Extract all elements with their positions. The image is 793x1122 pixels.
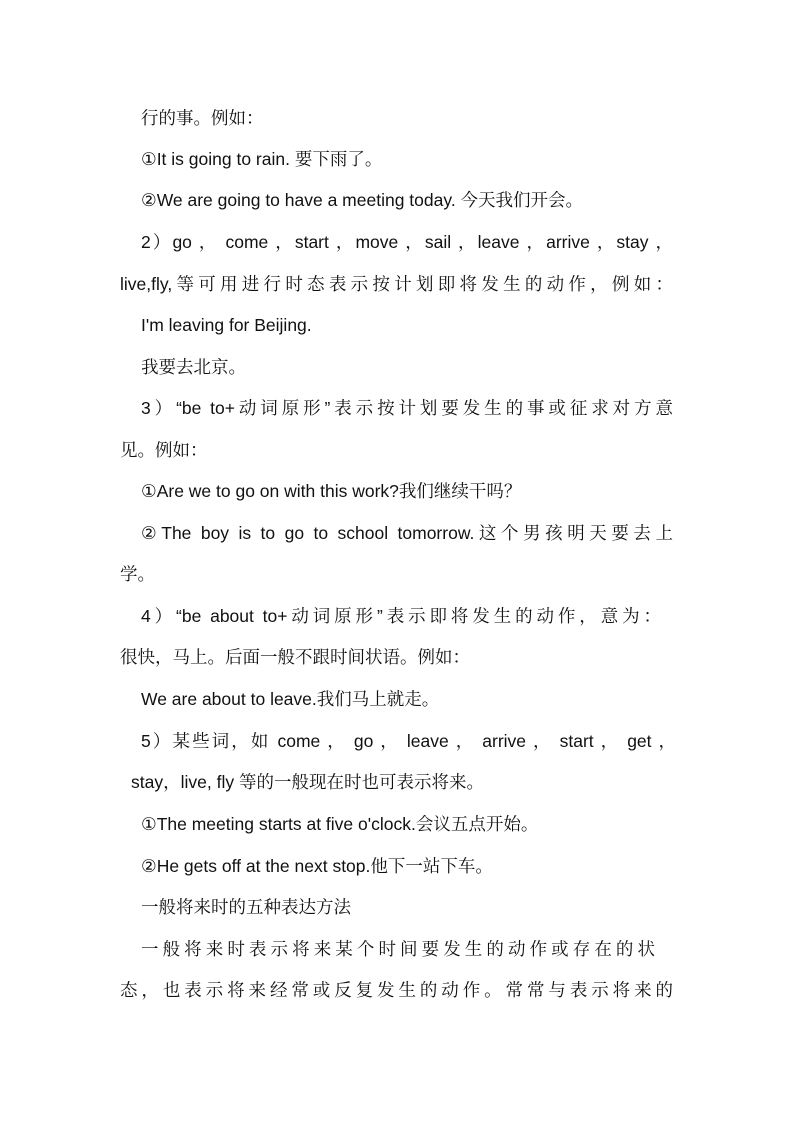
text-line: 5）某些词，如 come ， go ， leave ， arrive ， start ， get ， xyxy=(141,731,676,751)
text-line: 2）go ， come ，start ，move ，sail ，leave ，arrive ，stay ， xyxy=(141,232,673,252)
text-line: ②The boy is to go to school tomorrow.这个男孩明天要去上 xyxy=(141,523,673,543)
text-line: We are about to leave.我们马上就走。 xyxy=(141,689,440,709)
text-line: 见。例如： xyxy=(120,440,208,460)
text-line: stay，live, fly 等的一般现在时也可表示将来。 xyxy=(131,772,484,792)
text-line: 3）“be to+动词原形”表示按计划要发生的事或征求对方意 xyxy=(141,398,673,418)
text-line: ①Are we to go on with this work?我们继续干吗？ xyxy=(141,481,522,501)
text-line: ②He gets off at the next stop.他下一站下车。 xyxy=(141,856,493,876)
text-line: 态，也表示将来经常或反复发生的动作。常常与表示将来的 xyxy=(120,980,673,1000)
text-line: 行的事。例如： xyxy=(141,108,264,128)
text-line: 学。 xyxy=(120,564,155,584)
text-line: I'm leaving for Beijing. xyxy=(141,315,312,335)
text-line: 4）“be about to+动词原形”表示即将发生的动作，意为： xyxy=(141,606,661,626)
text-line: live,fly,等可用进行时态表示按计划即将发生的动作，例如： xyxy=(120,274,673,294)
text-line: 一般将来时的五种表达方法 xyxy=(141,897,351,917)
text-line: 很快，马上。后面一般不跟时间状语。例如： xyxy=(120,647,470,667)
text-line: ②We are going to have a meeting today. 今天我们开会。 xyxy=(141,190,584,210)
text-line: ①The meeting starts at five o'clock.会议五点开始。 xyxy=(141,814,539,834)
text-line: ①It is going to rain. 要下雨了。 xyxy=(141,149,383,169)
text-line: 一般将来时表示将来某个时间要发生的动作或存在的状 xyxy=(141,939,655,959)
text-line: 我要去北京。 xyxy=(141,357,246,377)
